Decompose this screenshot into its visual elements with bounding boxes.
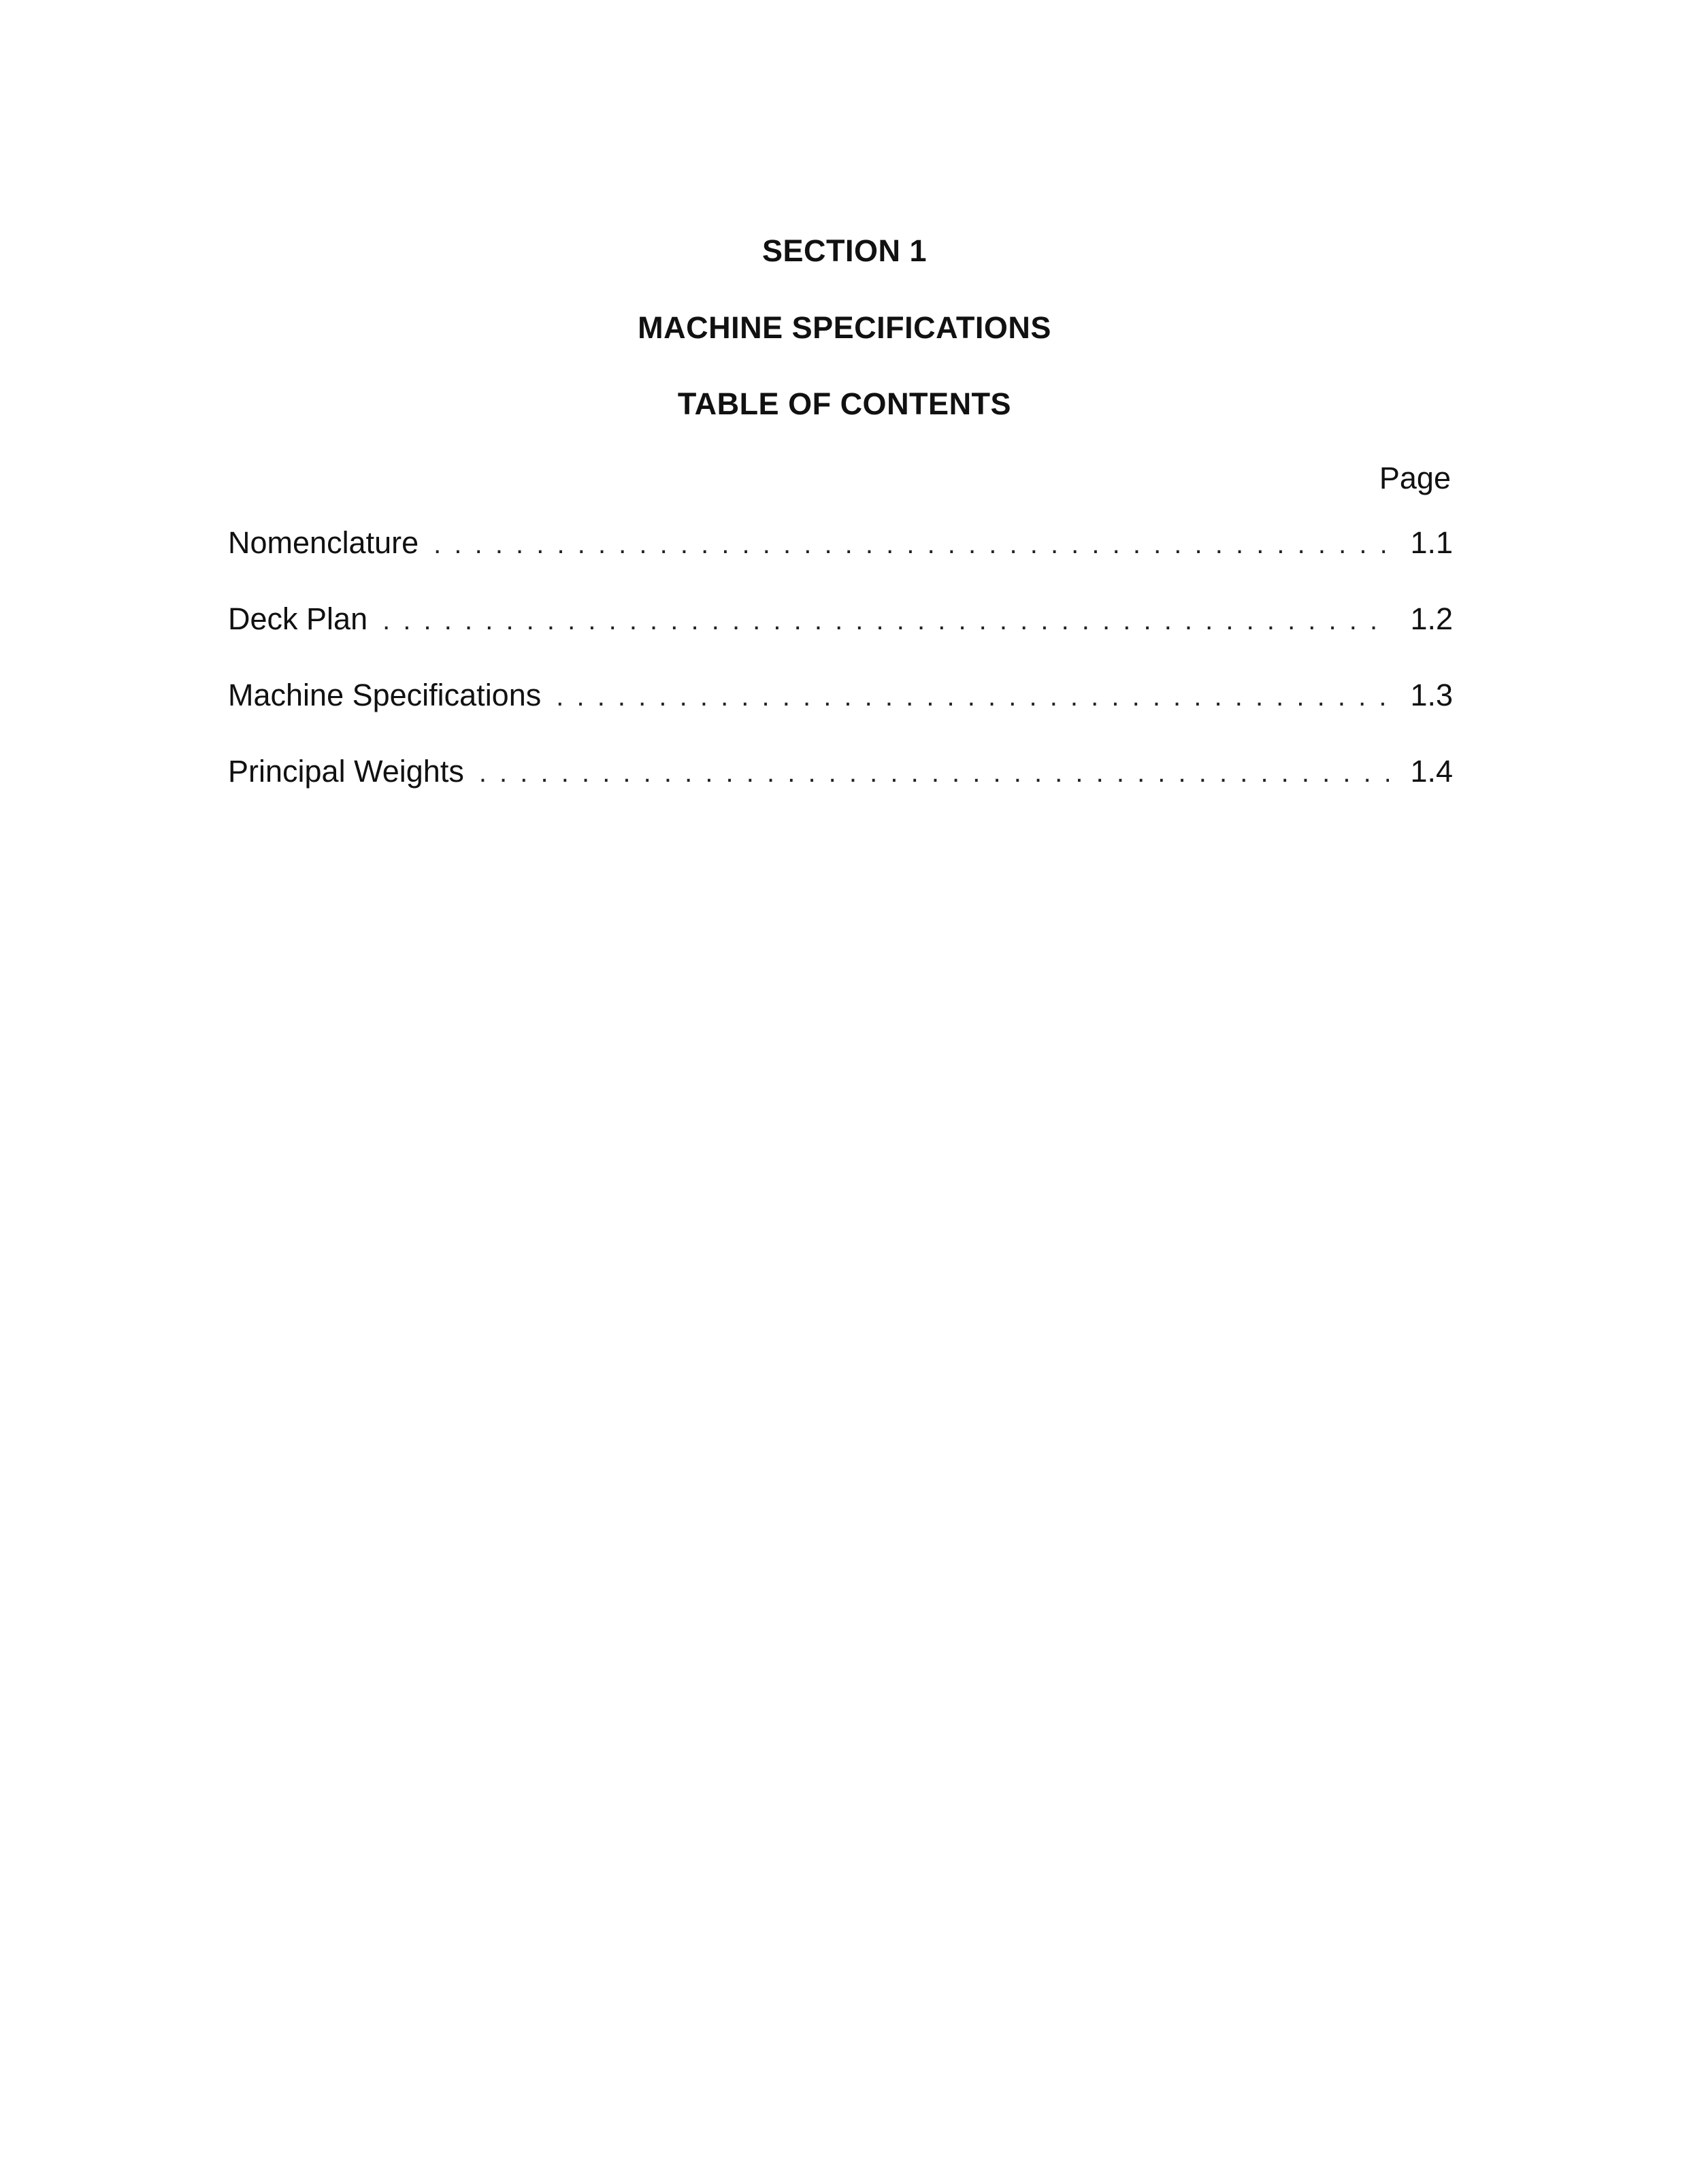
toc-entry-label: Principal Weights [228, 754, 464, 789]
toc-heading: TABLE OF CONTENTS [677, 386, 1012, 421]
toc-entry [228, 524, 1453, 562]
page-title: MACHINE SPECIFICATIONS [638, 310, 1051, 345]
dot-leader [479, 754, 1389, 792]
toc-entry-page: 1.3 [1410, 678, 1453, 712]
toc-entry [228, 676, 1453, 714]
toc-entry-page: 1.1 [1410, 525, 1453, 560]
toc-entry-page: 1.2 [1410, 601, 1453, 636]
toc-entry [228, 752, 1453, 791]
dot-leader [556, 678, 1389, 716]
toc-entry-label: Deck Plan [228, 601, 368, 636]
toc-entry-page: 1.4 [1410, 754, 1453, 789]
section-heading: SECTION 1 [761, 233, 928, 268]
table-of-contents [228, 524, 1453, 829]
page-column-label: Page [1379, 461, 1451, 495]
toc-entry-label: Nomenclature [228, 525, 419, 560]
dot-leader [433, 525, 1389, 563]
toc-entry [228, 600, 1453, 638]
toc-entry-label: Machine Specifications [228, 678, 542, 712]
dot-leader [382, 601, 1389, 640]
